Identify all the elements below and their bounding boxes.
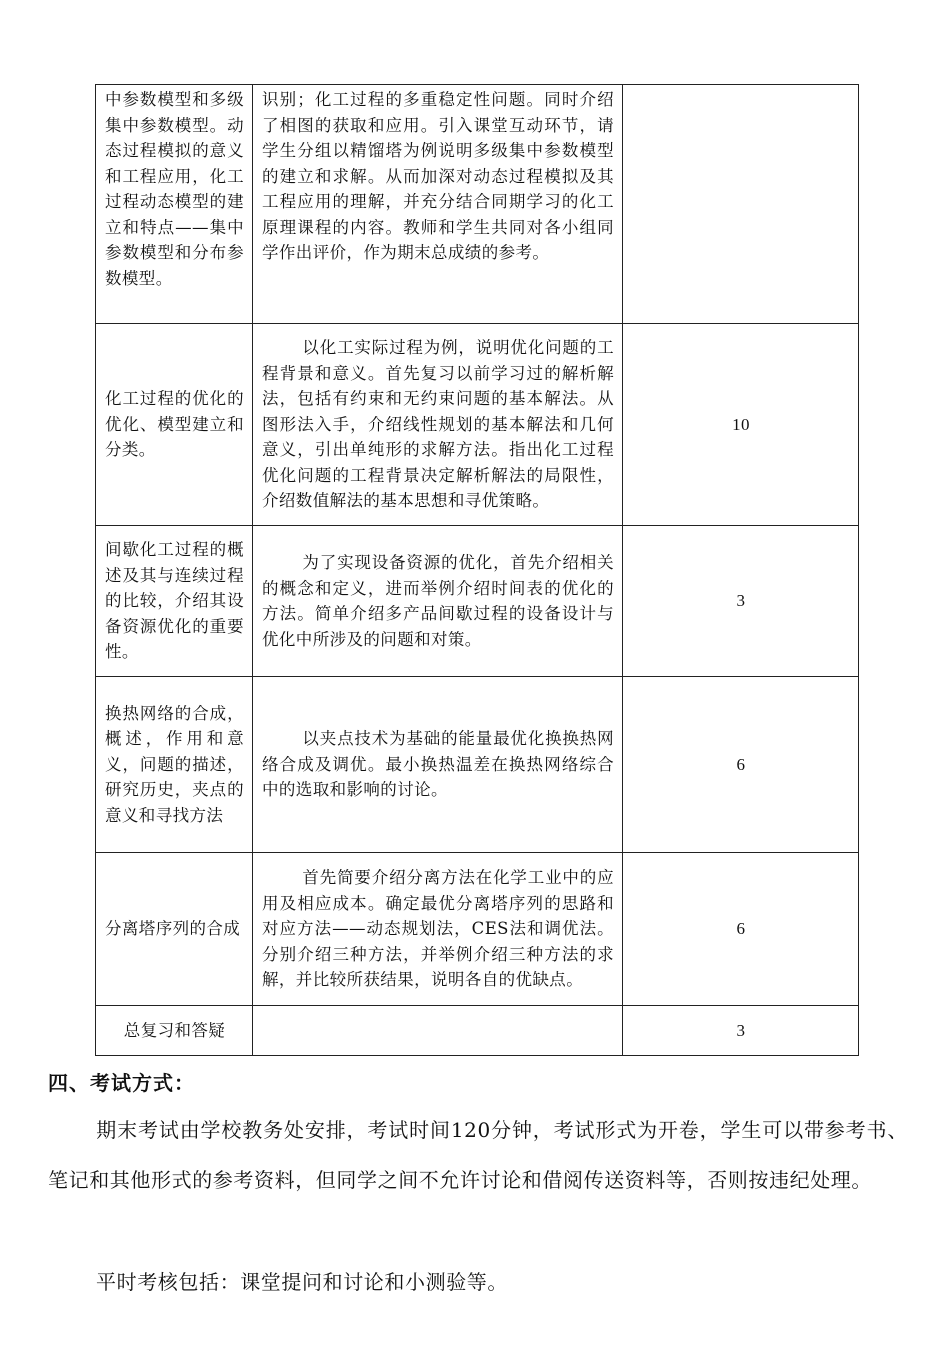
topic-cell: 间歇化工过程的概述及其与连续过程的比较，介绍其设备资源优化的重要性。 [96, 526, 253, 677]
exam-paragraph-text: 期末考试由学校教务处安排，考试时间120分钟，考试形式为开卷，学生可以带参考书、笔记和其他形式的参考资料，但同学之间不允许讨论和借阅传送资料等，否则按违纪处理。 [48, 1118, 908, 1192]
hours-cell [623, 85, 859, 324]
section-heading: 四、考试方式： [48, 1071, 195, 1095]
content-cell: 识别；化工过程的多重稳定性问题。同时介绍了相图的获取和应用。引入课堂互动环节，请学生分组以精馏塔为例说明多级集中参数模型的建立和求解。从而加深对动态过程模拟及其工程应用的理解，并充分结合同期学习的化工原理课程的内容。教师和学生共同对各小组同学作出评价，作为期末总成绩的参考。 [253, 85, 623, 324]
table-row [96, 85, 859, 324]
content-cell [253, 677, 623, 853]
hours-cell: 3 [623, 526, 859, 677]
hours-cell: 6 [623, 677, 859, 853]
regular-assessment-paragraph [48, 1257, 908, 1307]
content-text: 以夹点技术为基础的能量最优化换换热网络合成及调优。最小换热温差在换热网络综合中的选取和影响的讨论。 [262, 729, 614, 800]
topic-cell: 中参数模型和多级集中参数模型。动态过程模拟的意义和工程应用，化工过程动态模型的建立和特点——集中参数模型和分布参数模型。 [96, 85, 253, 324]
hours-cell: 10 [623, 324, 859, 526]
table-row [96, 677, 859, 853]
hours-cell: 3 [623, 1006, 859, 1056]
table-row [96, 853, 859, 1006]
topic-cell: 总复习和答疑 [96, 1006, 253, 1056]
exam-paragraph [48, 1105, 908, 1205]
table-row [96, 526, 859, 677]
regular-assessment-text: 平时考核包括：课堂提问和讨论和小测验等。 [96, 1270, 508, 1294]
content-text: 首先简要介绍分离方法在化学工业中的应用及相应成本。确定最优分离塔序列的思路和对应方法——动态规划法，CES法和调优法。分别介绍三种方法，并举例介绍三种方法的求解，并比较所获结果，说明各自的优缺点。 [262, 868, 614, 990]
content-cell [253, 1006, 623, 1056]
topic-cell: 分离塔序列的合成 [96, 853, 253, 1006]
topic-cell: 换热网络的合成，概述，作用和意义，问题的描述，研究历史，夹点的意义和寻找方法 [96, 677, 253, 853]
topic-cell: 化工过程的优化的优化、模型建立和分类。 [96, 324, 253, 526]
content-text: 以化工实际过程为例，说明优化问题的工程背景和意义。首先复习以前学习过的解析解法，包括有约束和无约束问题的基本解法。从图形法入手，介绍线性规划的基本解法和几何意义，引出单纯形的求解方法。指出化工过程优化问题的工程背景决定解析解法的局限性，介绍数值解法的基本思想和寻优策略。 [262, 338, 614, 511]
content-cell [253, 853, 623, 1006]
content-cell [253, 324, 623, 526]
hours-cell: 6 [623, 853, 859, 1006]
table-row [96, 1006, 859, 1056]
course-schedule-table [95, 84, 859, 1056]
content-text: 为了实现设备资源的优化，首先介绍相关的概念和定义，进而举例介绍时间表的优化的方法。简单介绍多产品间歇过程的设备设计与优化中所涉及的问题和对策。 [262, 553, 614, 649]
table-row [96, 324, 859, 526]
content-cell [253, 526, 623, 677]
